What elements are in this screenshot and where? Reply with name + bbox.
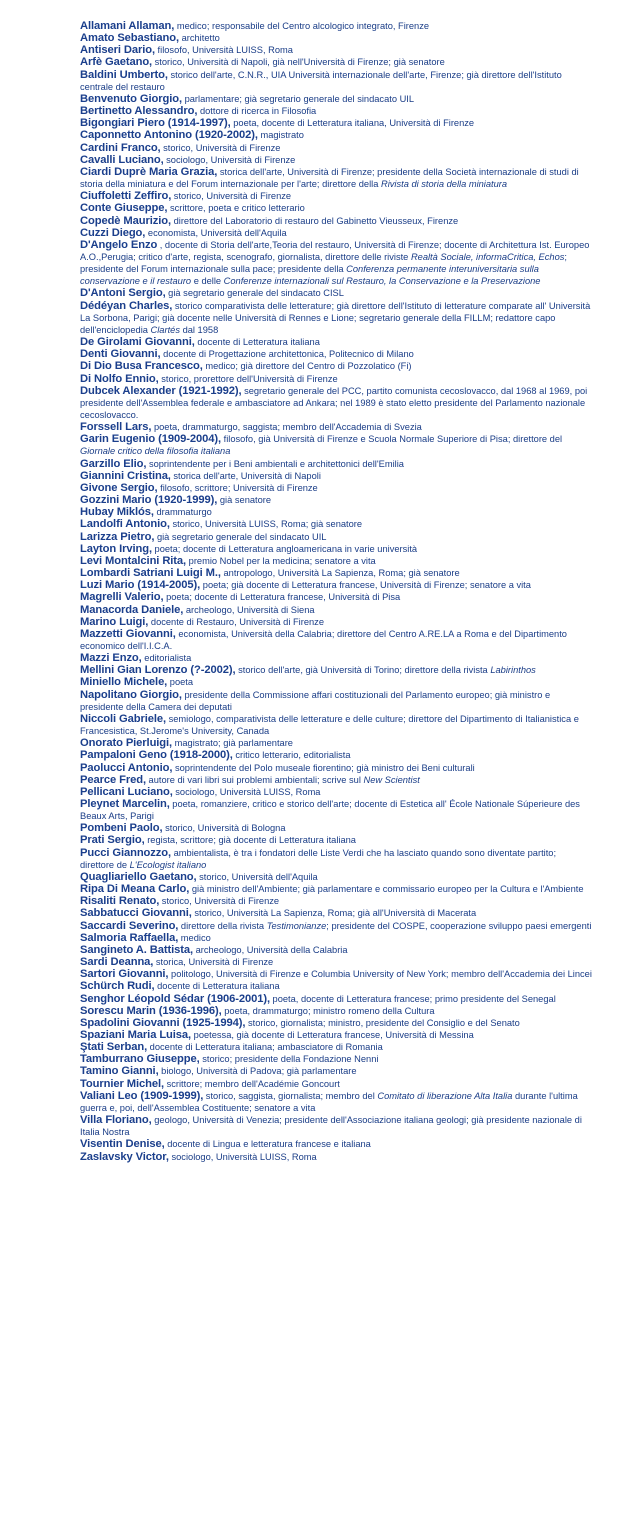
contributor-entry <box>80 907 592 919</box>
contributor-entry <box>80 737 592 749</box>
contributor-name: D'Antoni Sergio, <box>80 287 166 300</box>
contributor-name: Sorescu Marin (1936-1996), <box>80 1004 222 1017</box>
contributor-title-italic: Testimonianze <box>266 920 327 931</box>
contributor-name: Onorato Pierluigi, <box>80 737 173 750</box>
contributor-entry <box>80 69 592 93</box>
contributor-description: poeta, romanziere, critico e storico dell'arte; docente di Estetica all' École Nationale Súperieure des Beaux Arts, Parigi <box>80 799 580 822</box>
contributor-title-italic: Giornale critico della filosofia italiana <box>80 446 231 457</box>
contributor-description: sociologo, Università di Firenze <box>163 154 296 165</box>
contributor-entry <box>80 300 592 336</box>
contributor-name: Layton Irving, <box>80 542 152 555</box>
contributor-entry <box>80 749 592 761</box>
contributor-entry <box>80 676 592 688</box>
contributor-entry <box>80 1005 592 1017</box>
contributor-name: Pearce Fred, <box>80 773 146 786</box>
contributor-description: filosofo, già Università di Firenze e Scuola Normale Superiore di Pisa; direttore del <box>221 434 563 445</box>
contributor-description: storico, Università di Napoli, già nell'Università di Firenze; già senatore <box>152 57 445 68</box>
contributor-description: parlamentare; già segretario generale del sindacato UIL <box>182 93 415 104</box>
contributor-name: Amato Sebastiano, <box>80 32 180 45</box>
contributor-name: Larizza Pietro, <box>80 530 155 543</box>
contributor-entry <box>80 1138 592 1150</box>
contributor-description: storico dell'arte, già Università di Torino; direttore della rivista <box>235 665 491 676</box>
contributor-entry <box>80 822 592 834</box>
contributor-title-italic: Comitato di liberazione Alta Italia <box>377 1090 513 1101</box>
contributor-description: filosofo, Università LUISS, Roma <box>154 45 293 56</box>
contributor-name: Mellini Gian Lorenzo (?-2002), <box>80 664 236 677</box>
contributor-entry <box>80 44 592 56</box>
contributor-description: poeta, drammaturgo, saggista; membro dell'Accademia di Svezia <box>151 422 422 433</box>
contributor-entry <box>80 227 592 239</box>
contributor-description: già ministro dell'Ambiente; già parlamentare e commissario europeo per la Cultura e l'Ambiente <box>189 884 584 895</box>
contributor-name: Landolfi Antonio, <box>80 518 170 531</box>
contributor-description: medico; già direttore del Centro di Pozzolatico (Fi) <box>202 361 412 372</box>
contributor-entry <box>80 920 592 932</box>
contributor-name: Conte Giuseppe, <box>80 202 168 215</box>
contributor-description: drammaturgo <box>153 507 212 518</box>
contributor-entry <box>80 348 592 360</box>
contributors-list <box>80 20 592 1163</box>
contributor-description: magistrato; già parlamentare <box>172 738 293 749</box>
contributor-description: storico, Università di Firenze <box>159 896 280 907</box>
contributor-description: presidente della Commissione affari costituzionali del Parlamento europeo; già ministro e presidente della Camera dei deputati <box>80 689 551 712</box>
contributor-description: poeta; docente di Letteratura francese, Università di Pisa <box>163 592 401 603</box>
contributor-entry <box>80 190 592 202</box>
contributor-name: Sartori Giovanni, <box>80 968 169 981</box>
contributor-description: antropologo, Università La Sapienza, Roma; già senatore <box>220 568 460 579</box>
contributor-description: autore di vari libri sui problemi ambientali; scrive sul <box>145 774 364 785</box>
contributor-description: poeta, docente di Letteratura italiana, Università di Firenze <box>230 118 475 129</box>
contributor-description: poeta, docente di Letteratura francese; primo presidente del Senegal <box>269 993 556 1004</box>
contributor-description: ambientalista, è tra i fondatori delle Liste Verdi che ha lasciato quando sono diventate partito; direttore de <box>80 847 557 870</box>
contributor-name: Ciardi Duprè Maria Grazia, <box>80 165 218 178</box>
contributor-name: Pampaloni Geno (1918-2000), <box>80 749 233 762</box>
contributor-name: Dubcek Alexander (1921-1992), <box>80 384 242 397</box>
contributor-entry <box>80 956 592 968</box>
contributor-entry <box>80 336 592 348</box>
contributor-name: Schürch Rudi, <box>80 980 155 993</box>
contributor-name: Garzillo Elio, <box>80 457 147 470</box>
contributor-entry <box>80 774 592 786</box>
contributor-description: soprintendente per i Beni ambientali e architettonici dell'Emilia <box>146 458 404 469</box>
contributor-entry <box>80 142 592 154</box>
contributor-name: Tamino Gianni, <box>80 1065 159 1078</box>
contributor-description: storico, saggista, giornalista; membro del <box>203 1090 378 1101</box>
contributor-name: Salmoria Raffaella, <box>80 931 179 944</box>
contributor-entry <box>80 105 592 117</box>
contributor-entry <box>80 968 592 980</box>
contributor-description: storico, Università La Sapienza, Roma; già all'Università di Macerata <box>191 908 477 919</box>
contributor-description: poeta; già docente di Letteratura francese, Università di Firenze; senatore a vita <box>200 580 531 591</box>
contributor-name: Risaliti Renato, <box>80 895 160 908</box>
contributor-name: Ştati Serban, <box>80 1041 148 1054</box>
contributor-name: Antiseri Dario, <box>80 44 155 57</box>
contributor-name: Villa Floriano, <box>80 1114 152 1127</box>
contributor-name: Napolitano Giorgio, <box>80 688 182 701</box>
contributor-description: ; presidente del Forum internazionale sulla pace; presidente della <box>80 251 567 275</box>
contributor-name: Manacorda Daniele, <box>80 603 184 616</box>
contributor-description: regista, scrittore; già docente di Letteratura italiana <box>144 835 356 846</box>
contributor-description: politologo, Università di Firenze e Columbia University of New York; membro dell'Accademia dei Lincei <box>168 969 592 980</box>
contributor-description: docente di Progettazione architettonica, Politecnico di Milano <box>160 349 414 360</box>
contributor-name: Valiani Leo (1909-1999), <box>80 1089 204 1102</box>
contributor-description: storica, Università di Firenze <box>153 957 274 968</box>
contributor-description: storico, giornalista; ministro, presidente del Consiglio e del Senato <box>245 1017 520 1028</box>
contributor-name: Spaziani Maria Luisa, <box>80 1028 192 1041</box>
contributor-title-italic: Labirinthos <box>490 665 536 676</box>
contributor-entry <box>80 32 592 44</box>
contributor-name: Dédéyan Charles, <box>80 299 173 312</box>
contributor-description: geologo, Università di Venezia; presidente dell'Associazione italiana geologi; già presidente nazionale di Italia Nostra <box>80 1115 582 1138</box>
contributor-description: critico letterario, editorialista <box>232 750 351 761</box>
contributor-name: Marino Luigi, <box>80 615 149 628</box>
contributor-name: Senghor Léopold Sédar (1906-2001), <box>80 992 270 1005</box>
contributor-description: docente di Letteratura italiana; ambasciatore di Romania <box>147 1042 383 1053</box>
contributor-name: Garin Eugenio (1909-2004), <box>80 433 222 446</box>
contributor-name: Hubay Miklós, <box>80 506 154 519</box>
contributor-entry <box>80 567 592 579</box>
contributor-name: Bertinetto Alessandro, <box>80 105 198 118</box>
contributor-name: Ciuffoletti Zeffiro, <box>80 190 172 203</box>
contributor-entry <box>80 1114 592 1138</box>
contributor-entry <box>80 20 592 32</box>
contributor-description: storico, prorettore dell'Università di Firenze <box>158 373 338 384</box>
contributor-entry <box>80 287 592 299</box>
contributor-entry <box>80 518 592 530</box>
contributor-description: storico, Università dell'Aquila <box>196 871 318 882</box>
contributor-name: Copedè Maurizio, <box>80 214 172 227</box>
contributor-description: scrittore, poeta e critico letterario <box>167 203 305 214</box>
contributor-name: Zaslavsky Victor, <box>80 1150 169 1163</box>
contributor-title-italic: New Scientist <box>363 774 420 785</box>
contributor-entry <box>80 166 592 190</box>
contributor-entry <box>80 482 592 494</box>
contributor-description: scrittore; membro dell'Académie Goncourt <box>163 1078 340 1089</box>
contributor-description: sociologo, Università LUISS, Roma <box>172 786 321 797</box>
contributor-name: Benvenuto Giorgio, <box>80 92 182 105</box>
contributor-name: Spadolini Giovanni (1925-1994), <box>80 1016 246 1029</box>
contributor-description: medico <box>178 932 211 943</box>
contributor-entry <box>80 786 592 798</box>
contributor-name: Prati Sergio, <box>80 834 145 847</box>
contributor-description: architetto <box>179 33 220 44</box>
contributor-description: economista, Università dell'Aquila <box>145 227 287 238</box>
contributor-title-italic: Conferenza permanente interuniversitaria sulla conservazione e il restauro <box>80 264 539 287</box>
contributor-name: Cuzzi Diego, <box>80 226 146 239</box>
contributor-description: sociologo, Università LUISS, Roma <box>168 1151 317 1162</box>
contributor-entry <box>80 360 592 372</box>
contributor-description: archeologo, Università della Calabria <box>193 944 348 955</box>
contributor-name: Di Dio Busa Francesco, <box>80 360 203 373</box>
contributor-title-italic: Conferenze internazionali sul Restauro, la Conservazione e la Preservazione <box>223 276 541 287</box>
contributor-name: Pombeni Paolo, <box>80 822 163 835</box>
contributor-entry <box>80 1053 592 1065</box>
contributor-name: Tamburrano Giuseppe, <box>80 1053 200 1066</box>
contributor-entry <box>80 883 592 895</box>
contributor-name: Paolucci Antonio, <box>80 761 173 774</box>
contributor-description: storico, Università LUISS, Roma; già senatore <box>169 519 363 530</box>
contributor-name: D'Angelo Enzo <box>80 238 158 251</box>
contributor-name: Miniello Michele, <box>80 676 168 689</box>
contributor-description: ; presidente del COSPE, cooperazione sviluppo paesi emergenti <box>326 920 592 931</box>
contributor-description: , docente di Storia dell'arte,Teoria del restauro, Università di Firenze; docente di Architettura Ist. Europeo A.O.,Perugia; critico d'arte, regista, scenografo, giornalista, direttore delle riviste <box>80 239 590 262</box>
contributor-entry <box>80 993 592 1005</box>
contributor-entry <box>80 1065 592 1077</box>
contributor-name: Givone Sergio, <box>80 481 158 494</box>
contributor-description: archeologo, Università di Siena <box>183 604 315 615</box>
contributor-entry <box>80 458 592 470</box>
contributor-entry <box>80 421 592 433</box>
contributor-entry <box>80 895 592 907</box>
contributor-entry <box>80 117 592 129</box>
contributor-entry <box>80 56 592 68</box>
contributor-name: Quagliariello Gaetano, <box>80 870 197 883</box>
contributor-description: premio Nobel per la medicina; senatore a vita <box>186 555 376 566</box>
contributor-description: medico; responsabile del Centro alcologico integrato, Firenze <box>174 21 430 31</box>
contributor-name: Mazzi Enzo, <box>80 652 142 665</box>
contributor-entry <box>80 506 592 518</box>
contributor-description: già segretario generale del sindacato CISL <box>165 288 344 299</box>
contributor-description: direttore del Laboratorio di restauro del Gabinetto Vieusseux, Firenze <box>171 215 459 226</box>
contributor-name: Ripa Di Meana Carlo, <box>80 883 190 896</box>
contributor-description: docente di Restauro, Università di Firenze <box>148 616 325 627</box>
contributor-name: Levi Montalcini Rita, <box>80 554 187 567</box>
contributor-name: Sangineto A. Battista, <box>80 943 194 956</box>
contributor-description: docente di Lingua e letteratura francese e italiana <box>164 1139 371 1150</box>
contributor-entry <box>80 215 592 227</box>
contributor-name: Gozzini Mario (1920-1999), <box>80 494 218 507</box>
contributor-name: Caponnetto Antonino (1920-2002), <box>80 129 258 142</box>
contributor-entry <box>80 871 592 883</box>
contributor-entry <box>80 494 592 506</box>
contributor-entry <box>80 591 592 603</box>
contributor-description: docente di Letteratura italiana <box>194 337 320 348</box>
contributor-entry <box>80 847 592 871</box>
contributor-entry <box>80 543 592 555</box>
contributor-description: già senatore <box>217 495 272 506</box>
contributor-description: biologo, Università di Padova; già parlamentare <box>158 1066 357 1077</box>
contributor-title-italic: Rivista di storia della miniatura <box>380 179 508 190</box>
contributor-entry <box>80 154 592 166</box>
contributor-title-italic: Clartés <box>150 324 180 335</box>
contributor-entry <box>80 762 592 774</box>
contributor-entry <box>80 689 592 713</box>
contributor-description: economista, Università della Calabria; direttore del Centro A.RE.LA a Roma e del Dipartimento economico dell'I.I.C.A. <box>80 628 567 651</box>
contributor-entry <box>80 628 592 652</box>
contributor-entry <box>80 1029 592 1041</box>
contributor-description: storico, Università di Bologna <box>162 823 286 834</box>
contributor-entry <box>80 385 592 421</box>
contributor-description: filosofo, scrittore; Università di Firenze <box>157 482 318 493</box>
contributor-description: editorialista <box>141 653 192 664</box>
contributor-name: Allamani Allaman, <box>80 20 175 32</box>
contributor-name: Baldini Umberto, <box>80 68 168 81</box>
contributor-name: Magrelli Valerio, <box>80 591 164 604</box>
contributor-entry <box>80 470 592 482</box>
contributor-description: poeta <box>167 677 194 688</box>
contributor-name: Pucci Giannozzo, <box>80 846 172 859</box>
contributor-name: Di Nolfo Ennio, <box>80 372 159 385</box>
contributor-entry <box>80 555 592 567</box>
contributor-entry <box>80 713 592 737</box>
contributor-description: semiologo, comparativista delle letterature e delle culture; direttore del Dipartimento di Italianistica e Francesistica, St.Jerome's University, Canada <box>80 713 579 737</box>
contributor-description: storico comparativista delle letterature; già direttore dell'Istituto di letterature comparate all' Università La Sorbona, Parigi; già docente nelle Università di Rennes e Lione; segretario generale della FILLM; redattore capo dell'enciclopedia <box>80 300 591 335</box>
contributor-description: storica dell'arte, Università di Napoli <box>170 470 321 481</box>
contributor-name: Sardi Deanna, <box>80 956 154 969</box>
contributor-description: dal 1958 <box>179 324 219 335</box>
contributor-entry <box>80 834 592 846</box>
contributor-name: Sabbatucci Giovanni, <box>80 907 192 920</box>
contributor-description: storico; presidente della Fondazione Nenni <box>199 1054 379 1065</box>
contributor-entry <box>80 373 592 385</box>
contributor-description: già segretario generale del sindacato UIL <box>154 531 327 542</box>
contributor-entry <box>80 616 592 628</box>
contributor-name: Visentin Denise, <box>80 1138 165 1151</box>
contributor-entry <box>80 652 592 664</box>
contributor-title-italic: Realtà Sociale, informaCritica, Echos <box>410 251 565 262</box>
contributor-name: De Girolami Giovanni, <box>80 336 195 349</box>
contributor-name: Pellicani Luciano, <box>80 785 173 798</box>
contributor-title-italic: L'Ecologist italiano <box>129 859 207 870</box>
contributor-name: Bigongiari Piero (1914-1997), <box>80 117 231 130</box>
contributor-description: poeta; docente di Letteratura angloamericana in varie università <box>151 543 418 554</box>
contributor-entry <box>80 980 592 992</box>
contributor-description: durante l'ultima guerra e, poi, dell'Assemblea Costituente; senatore a vita <box>80 1090 578 1113</box>
contributor-name: Denti Giovanni, <box>80 348 161 361</box>
contributor-name: Mazzetti Giovanni, <box>80 627 176 640</box>
contributor-entry <box>80 1017 592 1029</box>
contributor-entry <box>80 944 592 956</box>
contributor-entry <box>80 1151 592 1163</box>
contributor-name: Tournier Michel, <box>80 1077 164 1090</box>
contributor-name: Saccardi Severino, <box>80 919 179 932</box>
contributor-entry <box>80 129 592 141</box>
contributor-entry <box>80 239 592 288</box>
contributor-entry <box>80 1078 592 1090</box>
contributor-name: Lombardi Satriani Luigi M., <box>80 567 221 580</box>
contributor-name: Niccoli Gabriele, <box>80 712 166 725</box>
contributor-description: soprintendente del Polo museale fiorentino; già ministro dei Beni culturali <box>172 762 475 773</box>
contributor-name: Luzi Mario (1914-2005), <box>80 579 201 592</box>
contributor-name: Arfè Gaetano, <box>80 56 153 69</box>
contributor-entry <box>80 93 592 105</box>
contributor-description: direttore della rivista <box>178 920 267 931</box>
contributor-description: storico dell'arte, C.N.R., UIA Università internazionale dell'arte, Firenze; già direttore dell'Istituto centrale del restauro <box>80 69 562 92</box>
contributor-description: poeta, drammaturgo; ministro romeno della Cultura <box>221 1005 435 1016</box>
contributor-name: Giannini Cristina, <box>80 469 171 482</box>
contributor-description: storica dell'arte, Università di Firenze; presidente della Società internazionale di studi di storia della miniatura e del Forum internazionale per l'arte; direttore della <box>80 166 579 190</box>
contributor-entry <box>80 932 592 944</box>
contributor-description: magistrato <box>257 130 304 141</box>
contributor-entry <box>80 604 592 616</box>
contributor-entry <box>80 202 592 214</box>
contributor-description: storico, Università di Firenze <box>171 191 292 202</box>
contributor-name: Cavalli Luciano, <box>80 153 164 166</box>
contributor-name: Pleynet Marcelin, <box>80 798 170 810</box>
contributor-entry <box>80 1090 592 1114</box>
contributor-description: dottore di ricerca in Filosofia <box>197 106 317 117</box>
contributor-entry <box>80 433 592 457</box>
contributor-entry <box>80 1041 592 1053</box>
contributor-description: segretario generale del PCC, partito comunista cecoslovacco, dal 1968 al 1969, poi presidente dell'Assemblea federale e ambasciatore ad Ankara; nel 1989 è stato eletto presidente del Parlamento nazionale cecoslovacco. <box>80 385 588 420</box>
contributor-name: Forssell Lars, <box>80 421 152 434</box>
contributor-description: storico, Università di Firenze <box>160 142 281 153</box>
contributor-description: poetessa, già docente di Letteratura francese, Università di Messina <box>191 1029 474 1040</box>
contributor-description: e delle <box>191 276 224 287</box>
contributor-description: docente di Letteratura italiana <box>154 981 280 992</box>
contributor-entry <box>80 664 592 676</box>
contributor-entry <box>80 531 592 543</box>
contributor-name: Cardini Franco, <box>80 141 161 154</box>
contributor-entry <box>80 579 592 591</box>
contributor-entry <box>80 798 592 822</box>
